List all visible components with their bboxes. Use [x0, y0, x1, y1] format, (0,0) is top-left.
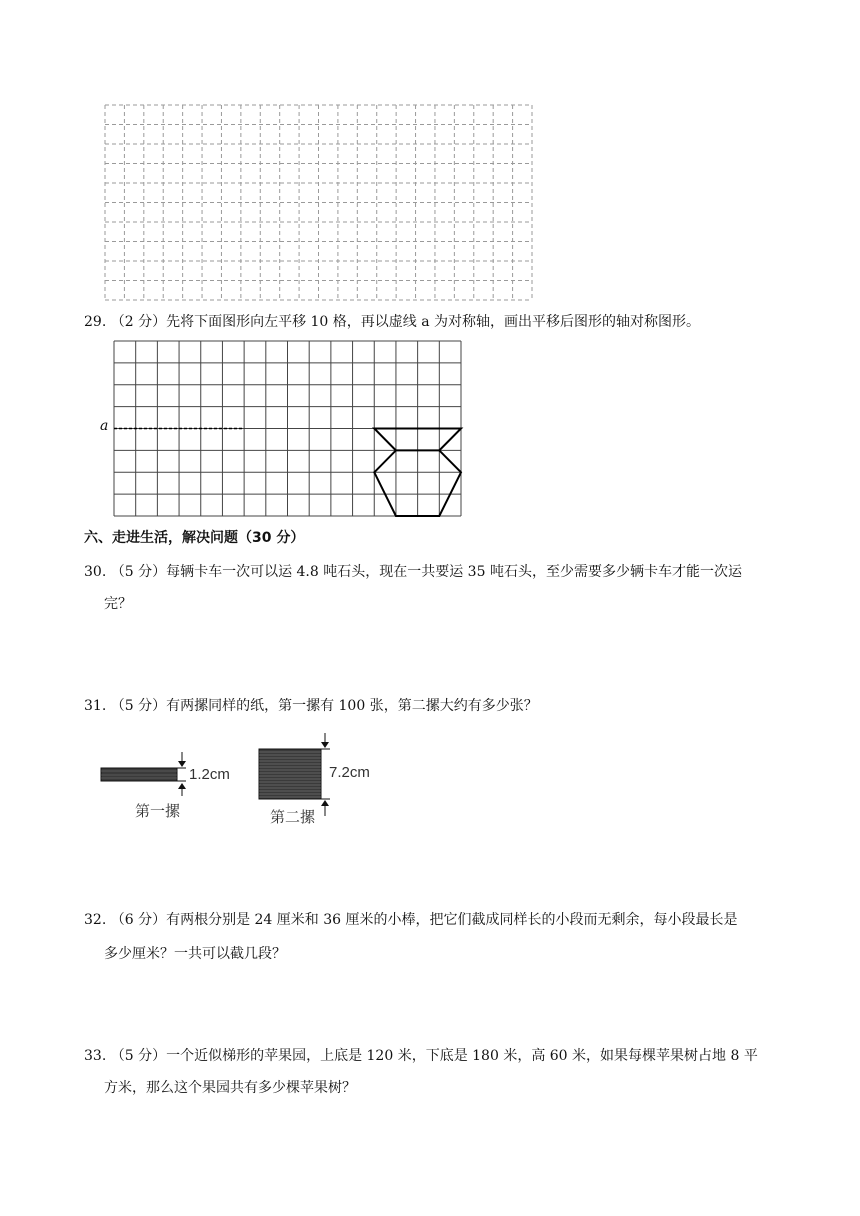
- question-29: 29. （2 分）先将下面图形向左平移 10 格，再以虚线 a 为对称轴，画出平移后图形的轴对称图形。: [84, 314, 701, 330]
- stack2-height-label: 7.2cm: [329, 764, 370, 781]
- stack2-name-label: 第二摞: [270, 808, 316, 826]
- axis-a-label: a: [100, 418, 109, 434]
- question-33-line1: 33. （5 分）一个近似梯形的苹果园，上底是 120 米，下底是 180 米，高 60 米，如果每棵苹果树占地 8 平: [84, 1048, 758, 1064]
- section-title: 六、走进生活，解决问题（30 分）: [84, 530, 305, 546]
- question-30-line1: 30. （5 分）每辆卡车一次可以运 4.8 吨石头，现在一共要运 35 吨石头，至少需要多少辆卡车才能一次运: [84, 564, 742, 580]
- question-31: 31. （5 分）有两摞同样的纸，第一摞有 100 张，第二摞大约有多少张？: [84, 698, 538, 714]
- question-33-line2: 方米，那么这个果园共有多少棵苹果树？: [104, 1080, 356, 1096]
- stack1-name-label: 第一摞: [135, 802, 181, 820]
- stack1-height-label: 1.2cm: [189, 766, 230, 783]
- stack2-bar: [259, 749, 321, 799]
- question-32-line1: 32. （6 分）有两根分别是 24 厘米和 36 厘米的小棒，把它们截成同样长的小段而无剩余，每小段最长是: [84, 912, 738, 928]
- question-32-line2: 多少厘米？一共可以截几段？: [104, 946, 286, 962]
- stack1-bar: [101, 768, 177, 781]
- question-30-line2: 完？: [104, 596, 132, 612]
